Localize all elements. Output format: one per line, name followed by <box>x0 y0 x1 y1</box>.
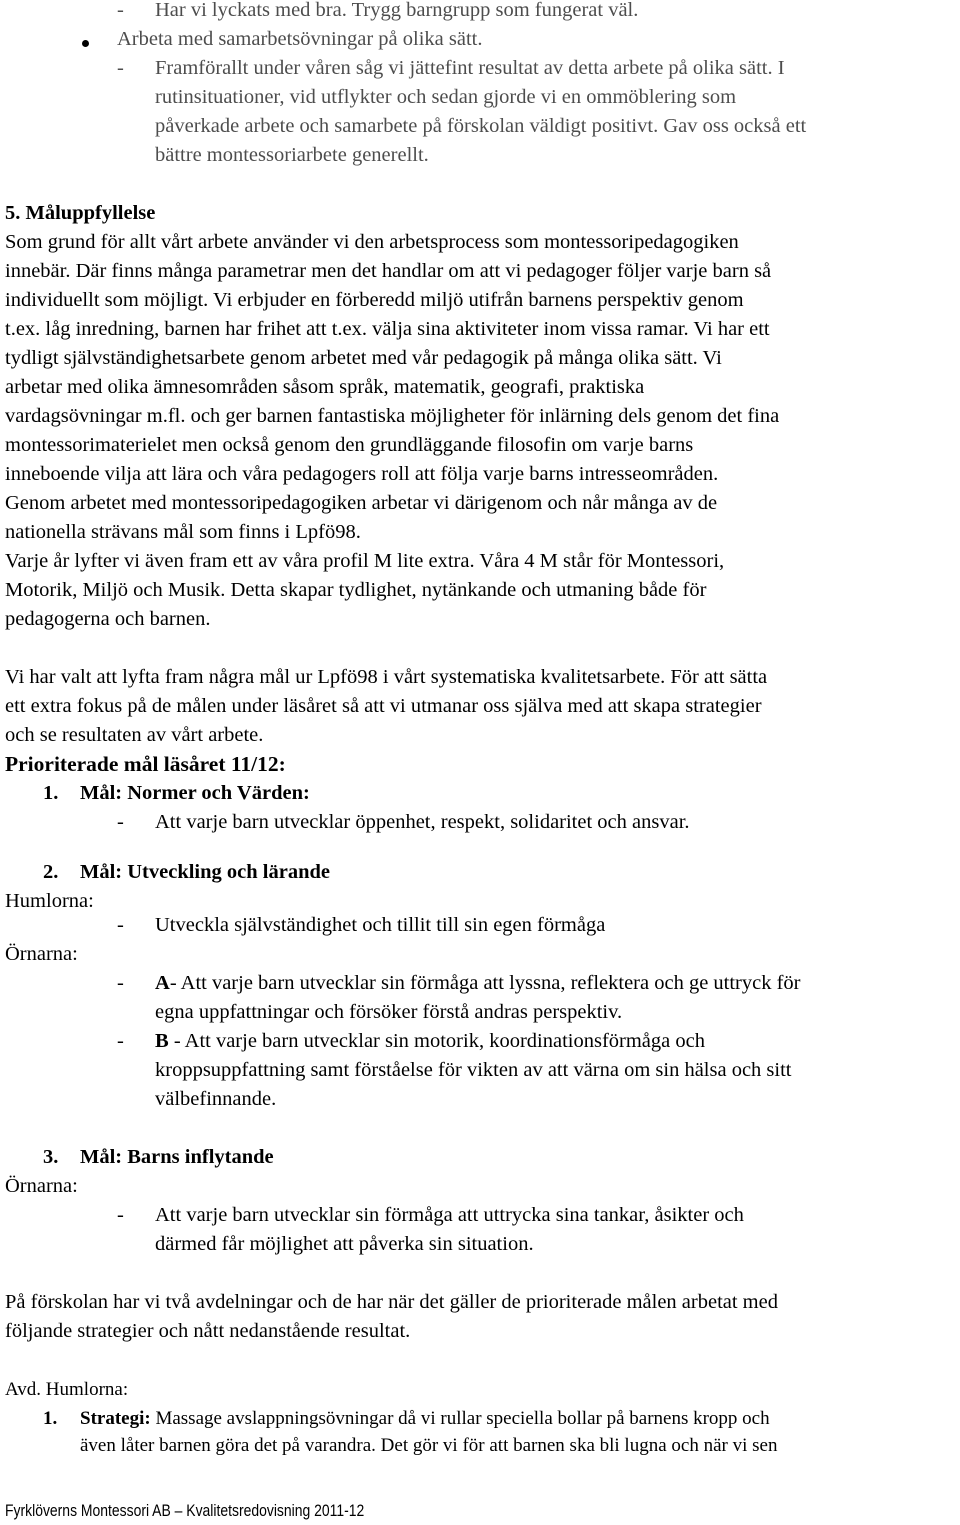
paragraph-line: individuellt som möjligt. Vi erbjuder en förberedd miljö utifrån barnens perspektiv genom <box>5 289 744 311</box>
dash-item-line: bättre montessoriarbete generellt. <box>155 144 429 166</box>
item-letter: B <box>155 1030 169 1052</box>
paragraph-line: följande strategier och nått nedanstående resultat. <box>5 1320 411 1342</box>
dash-marker: - <box>117 914 124 936</box>
strategy-text: Massage avslappningsövningar då vi rullar speciella bollar på barnens kropp och <box>150 1408 770 1429</box>
group-label-ornarna: Örnarna: <box>5 1175 78 1197</box>
goal-item-line: välbefinnande. <box>155 1088 277 1110</box>
group-label-humlorna: Humlorna: <box>5 890 94 912</box>
strategy-line <box>80 1404 770 1433</box>
dash-marker: - <box>117 811 124 833</box>
dash-marker: - <box>117 1204 124 1226</box>
goal-number: 3. <box>43 1146 59 1168</box>
item-text: - Att varje barn utvecklar sin förmåga att lyssna, reflektera och ge uttryck för <box>169 972 801 994</box>
goal-item-b <box>155 1027 705 1056</box>
paragraph-line: montessorimaterielet men också genom den grundläggande filosofin om varje barns <box>5 434 694 456</box>
paragraph-line: Vi har valt att lyfta fram några mål ur Lpfö98 i vårt systematiska kvalitetsarbete. För att sätta <box>5 666 768 688</box>
bullet-icon <box>82 40 89 47</box>
paragraph-line: Som grund för allt vårt arbete använder vi den arbetsprocess som montessoripedagogiken <box>5 231 739 253</box>
paragraph-line: tydligt självständighetsarbete genom arbetet med vår pedagogik på många olika sätt. Vi <box>5 347 722 369</box>
paragraph-line: inneboende vilja att lära och våra pedagogers roll att följa varje barns intresseområden. <box>5 463 719 485</box>
paragraph-line: Motorik, Miljö och Musik. Detta skapar tydlighet, nytänkande och utmaning både för <box>5 579 707 601</box>
paragraph-line: och se resultaten av vårt arbete. <box>5 724 264 746</box>
goal-item-line: Att varje barn utvecklar sin förmåga att uttrycka sina tankar, åsikter och <box>155 1204 744 1226</box>
paragraph-line: t.ex. låg inredning, barnen har frihet att t.ex. välja sina aktiviteter inom vissa ramar. Vi har ett <box>5 318 770 340</box>
strategy-number: 1. <box>43 1408 58 1429</box>
goal-item-line: kroppsuppfattning samt förståelse för vikten av att värna om sin hälsa och sitt <box>155 1059 792 1081</box>
group-label-ornarna: Örnarna: <box>5 943 78 965</box>
goal-item: Att varje barn utvecklar öppenhet, respekt, solidaritet och ansvar. <box>155 811 690 833</box>
strategy-label: Strategi: <box>80 1408 151 1429</box>
avd-label: Avd. Humlorna: <box>5 1379 129 1400</box>
item-letter: A <box>155 972 170 994</box>
goal-item-line: därmed får möjlighet att påverka sin situation. <box>155 1233 534 1255</box>
goal-title: Mål: Normer och Värden: <box>80 782 310 804</box>
paragraph-line: nationella strävans mål som finns i Lpfö98. <box>5 521 361 543</box>
goal-item-a <box>155 969 801 998</box>
paragraph-line: arbetar med olika ämnesområden såsom språk, matematik, geografi, praktiska <box>5 376 645 398</box>
goal-title: Mål: Barns inflytande <box>80 1146 274 1168</box>
priorities-heading: Prioriterade mål läsåret 11/12: <box>5 752 286 776</box>
paragraph-line: innebär. Där finns många parametrar men det handlar om att vi pedagoger följer varje barn så <box>5 260 772 282</box>
bullet-item: Arbeta med samarbetsövningar på olika sätt. <box>117 28 483 50</box>
dash-marker: - <box>117 1030 124 1052</box>
goal-title: Mål: Utveckling och lärande <box>80 861 330 883</box>
goal-item: Utveckla självständighet och tillit till sin egen förmåga <box>155 914 606 936</box>
paragraph-line: vardagsövningar m.fl. och ger barnen fantastiska möjligheter för inlärning dels genom det fina <box>5 405 780 427</box>
dash-item-line: Framförallt under våren såg vi jättefint resultat av detta arbete på olika sätt. I <box>155 57 785 79</box>
dash-item-line: rutinsituationer, vid utflykter och sedan gjorde vi en ommöblering som <box>155 86 737 108</box>
dash-marker: - <box>117 57 124 79</box>
paragraph-line: Genom arbetet med montessoripedagogiken arbetar vi därigenom och når många av de <box>5 492 718 514</box>
paragraph-line: pedagogerna och barnen. <box>5 608 211 630</box>
item-text: - Att varje barn utvecklar sin motorik, koordinationsförmåga och <box>168 1030 705 1052</box>
paragraph-line: Varje år lyfter vi även fram ett av våra profil M lite extra. Våra 4 M står för Montessori, <box>5 550 725 572</box>
strategy-line: även låter barnen göra det på varandra. Det gör vi för att barnen ska bli lugna och när vi sen <box>80 1435 778 1456</box>
goal-number: 1. <box>43 782 59 804</box>
paragraph-line: På förskolan har vi två avdelningar och de har när det gäller de prioriterade målen arbetat med <box>5 1291 778 1313</box>
goal-number: 2. <box>43 861 59 883</box>
section-heading: 5. Måluppfyllelse <box>5 202 156 224</box>
intro-line: Har vi lyckats med bra. Trygg barngrupp som fungerat väl. <box>155 0 639 21</box>
dash-item-line: påverkade arbete och samarbete på förskolan väldigt positivt. Gav oss också ett <box>155 115 807 137</box>
dash-marker: - <box>117 0 124 21</box>
dash-marker: - <box>117 972 124 994</box>
goal-item-line: egna uppfattningar och försöker förstå andras perspektiv. <box>155 1001 623 1023</box>
paragraph-line: ett extra fokus på de målen under läsåret så att vi utmanar oss själva med att skapa strategier <box>5 695 762 717</box>
page-footer: Fyrklöverns Montessori AB – Kvalitetsredovisning 2011-12 <box>5 1501 365 1520</box>
